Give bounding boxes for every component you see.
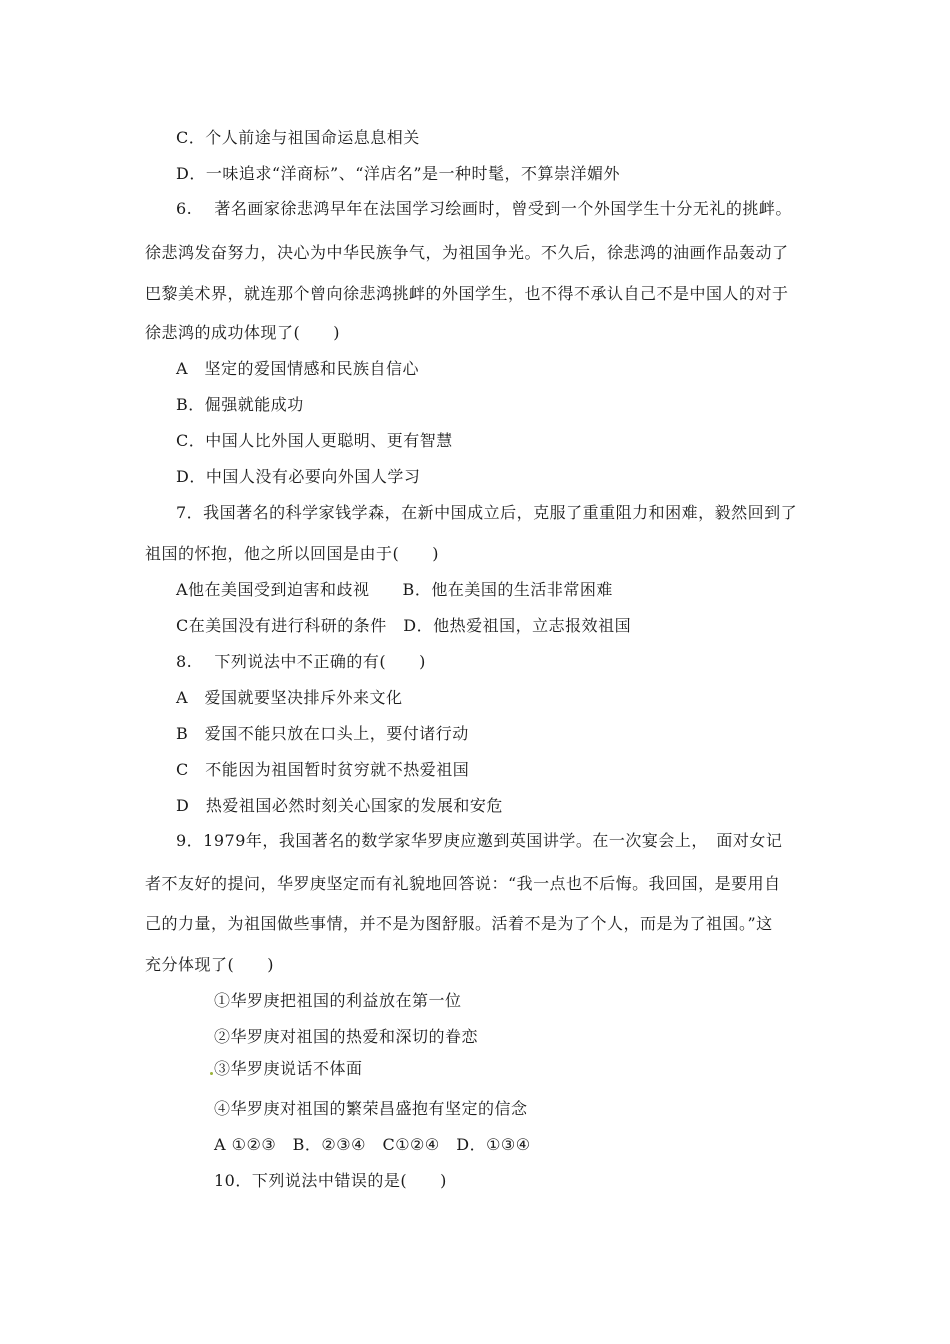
- question-6-line-3: 巴黎美术界，就连那个曾向徐悲鸿挑衅的外国学生，也不得不承认自己不是中国人的对于: [145, 284, 789, 303]
- stray-dot-mark: [210, 1072, 213, 1075]
- statement-3-q9: ③华罗庚说话不体面: [214, 1059, 363, 1078]
- question-6-line-2: 徐悲鸿发奋努力，决心为中华民族争气，为祖国争光。不久后，徐悲鸿的油画作品轰动了: [145, 243, 789, 262]
- option-d-q8: D 热爱祖国必然时刻关心国家的发展和安危: [176, 796, 503, 815]
- option-d-q5: D．一味追求“洋商标”、“洋店名”是一种时髦，不算崇洋媚外: [176, 164, 621, 183]
- options-ab-q7: A他在美国受到迫害和歧视 B．他在美国的生活非常困难: [176, 580, 613, 599]
- option-b-q8: B 爱国不能只放在口头上，要付诸行动: [176, 724, 469, 743]
- question-9-line-3: 己的力量，为祖国做些事情，并不是为图舒服。活着不是为了个人，而是为了祖国。”这: [145, 914, 773, 933]
- question-6-line-4: 徐悲鸿的成功体现了( ): [145, 323, 340, 342]
- question-7-line-2: 祖国的怀抱，他之所以回国是由于( ): [145, 544, 439, 563]
- question-9-line-1: 9．1979年，我国著名的数学家华罗庚应邀到英国讲学。在一次宴会上， 面对女记: [176, 831, 783, 850]
- option-c-q6: C．中国人比外国人更聪明、更有智慧: [176, 431, 453, 450]
- question-9-line-2: 者不友好的提问，华罗庚坚定而有礼貌地回答说：“我一点也不后悔。我回国，是要用自: [145, 874, 781, 893]
- question-8: 8. 下列说法中不正确的有( ): [176, 652, 426, 671]
- question-9-line-4: 充分体现了( ): [145, 955, 274, 974]
- answer-options-q9: A ①②③ B．②③④ C①②④ D．①③④: [214, 1135, 531, 1154]
- question-7-line-1: 7．我国著名的科学家钱学森，在新中国成立后，克服了重重阻力和困难，毅然回到了: [176, 503, 798, 522]
- question-10: 10．下列说法中错误的是( ): [214, 1171, 447, 1190]
- statement-4-q9: ④华罗庚对祖国的繁荣昌盛抱有坚定的信念: [214, 1099, 528, 1118]
- option-c-q5: C．个人前途与祖国命运息息相关: [176, 128, 420, 147]
- option-d-q6: D．中国人没有必要向外国人学习: [176, 467, 421, 486]
- question-6-line-1: 6. 著名画家徐悲鸿早年在法国学习绘画时，曾受到一个外国学生十分无礼的挑衅。: [176, 199, 792, 218]
- statement-1-q9: ①华罗庚把祖国的利益放在第一位: [214, 991, 462, 1010]
- option-a-q8: A 爱国就要坚决排斥外来文化: [176, 688, 403, 707]
- option-a-q6: A 坚定的爱国情感和民族自信心: [176, 359, 420, 378]
- option-c-q8: C 不能因为祖国暂时贫穷就不热爱祖国: [176, 760, 470, 779]
- options-cd-q7: C在美国没有进行科研的条件 D．他热爱祖国，立志报效祖国: [176, 616, 632, 635]
- option-b-q6: B．倔强就能成功: [176, 395, 304, 414]
- statement-2-q9: ②华罗庚对祖国的热爱和深切的眷恋: [214, 1027, 479, 1046]
